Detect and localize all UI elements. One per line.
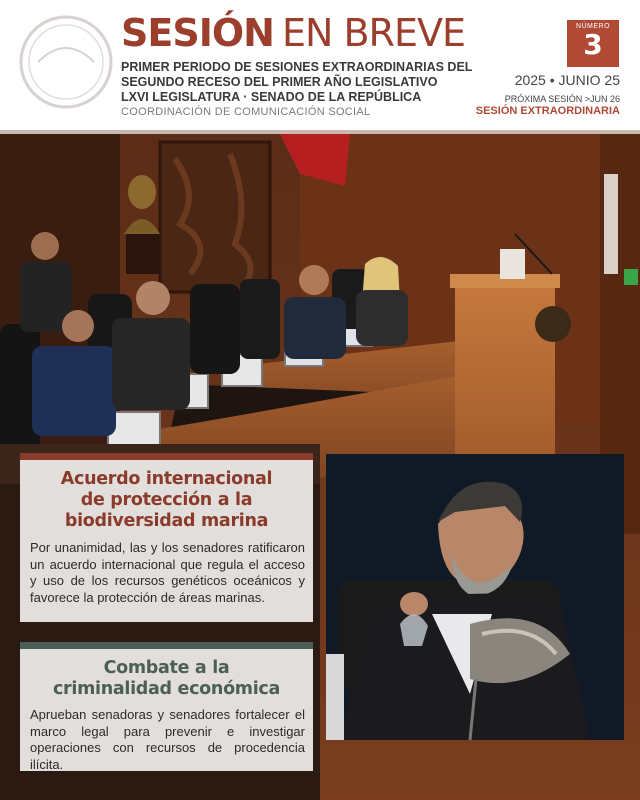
title-bold: SESIÓN <box>121 11 274 55</box>
issue-number-label: NÚMERO <box>575 23 611 30</box>
article-card-biodiversidad <box>20 453 313 622</box>
issue-date: 2025 • JUNIO 25 <box>514 72 620 88</box>
issue-number-badge <box>567 20 619 67</box>
coordination-label: COORDINACIÓN DE COMUNICACIÓN SOCIAL <box>121 106 371 118</box>
article-title <box>20 460 313 532</box>
senate-logo-icon <box>18 14 114 110</box>
article-title-line: Combate a la <box>103 658 230 678</box>
article-body: Aprueban senadoras y senadores fortalecer el marco legal para prevenir e investigar operaciones con recursos de procedencia ilícita. <box>30 707 305 772</box>
subtitle-line: LXVI LEGISLATURA · SENADO DE LA REPÚBLICA <box>121 90 422 104</box>
title-light: EN BREVE <box>281 11 465 55</box>
session-type: SESIÓN EXTRAORDINARIA <box>475 105 620 117</box>
bulletin-subtitle <box>121 60 501 105</box>
article-card-criminalidad <box>20 642 313 771</box>
article-title <box>20 649 313 700</box>
article-title-line: Acuerdo internacional <box>60 469 273 489</box>
next-session: PRÓXIMA SESIÓN >JUN 26 <box>504 94 620 104</box>
inset-photo <box>326 454 624 740</box>
issue-number-value: 3 <box>583 28 603 61</box>
bulletin-header <box>0 0 640 131</box>
article-title-line: biodiversidad marina <box>64 511 269 531</box>
article-title-line: criminalidad económica <box>52 679 281 699</box>
subtitle-line: SEGUNDO RECESO DEL PRIMER AÑO LEGISLATIVO <box>121 75 438 89</box>
bulletin-title <box>121 11 465 59</box>
subtitle-line: PRIMER PERIODO DE SESIONES EXTRAORDINARIAS DEL <box>121 60 473 74</box>
article-title-line: de protección a la <box>80 490 253 510</box>
article-body: Por unanimidad, las y los senadores ratificaron un acuerdo internacional que regula el acceso y uso de los recursos genéticos oceánicos y favorece la protección de áreas marinas. <box>30 540 305 605</box>
